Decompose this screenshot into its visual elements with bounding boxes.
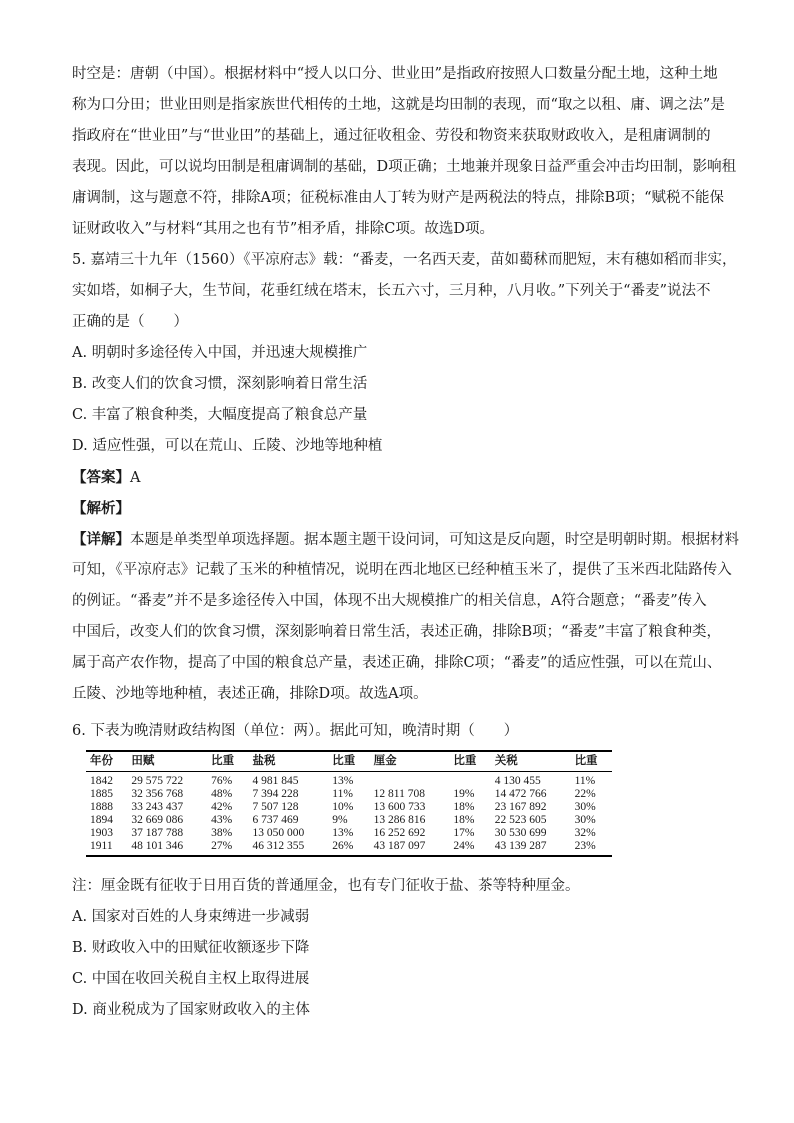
question-stem-line: 5. 嘉靖三十九年（1560）《平凉府志》载：“番麦，一名西天麦，苗如薥秫而肥短，末有穗如稻而非实， xyxy=(72,252,737,268)
table-cell: 11% xyxy=(574,775,596,787)
text-line: 称为口分田；世业田则是指家族世代相传的土地，这就是均田制的表现，而“取之以租、庸、调之法”是 xyxy=(72,97,725,113)
option-c: C. 中国在收回关税自主权上取得进展 xyxy=(72,971,310,987)
table-header-row xyxy=(86,751,612,772)
table-cell: 37 187 788 xyxy=(131,827,184,839)
table-cell: 32 356 768 xyxy=(131,788,184,800)
table-cell: 18% xyxy=(453,801,475,813)
option-d: D. 适应性强，可以在荒山、丘陵、沙地等地种植 xyxy=(72,438,383,454)
table-cell: 11% xyxy=(332,788,353,800)
header-cell: 田赋 xyxy=(127,751,207,772)
option-c: C. 丰富了粮食种类，大幅度提高了粮食总产量 xyxy=(72,407,368,423)
header-cell: 年份 xyxy=(86,751,127,772)
header-cell: 盐税 xyxy=(249,751,329,772)
option-d: D. 商业税成为了国家财政收入的主体 xyxy=(72,1002,310,1018)
table-cell: 76% xyxy=(211,775,233,787)
table-cell: 13 600 733 xyxy=(373,801,426,813)
table-cell: 29 575 722 xyxy=(131,775,184,787)
table-cell: 23 167 892 xyxy=(494,801,547,813)
table-cell: 12 811 708 xyxy=(373,788,425,800)
table-cell: 30% xyxy=(574,801,596,813)
table-cell: 43 187 097 xyxy=(370,840,450,856)
header-cell: 比重 xyxy=(449,751,490,772)
header-cell: 比重 xyxy=(571,751,612,772)
table-cell: 13 050 000 xyxy=(252,827,305,839)
table-cell: 33 243 437 xyxy=(131,801,184,813)
table-cell: 13% xyxy=(332,775,354,787)
text-line: 庸调制，这与题意不符，排除A项；征税标准由人丁转为财产是两税法的特点，排除B项；“赋税不能保 xyxy=(72,190,725,206)
detail-tag: 【详解】 xyxy=(72,531,130,548)
table-row xyxy=(86,772,612,789)
table-row xyxy=(86,814,612,827)
detail-line: 的例证。“番麦”并不是多途径传入中国，体现不出大规模推广的相关信息，A符合题意；“番麦”传入 xyxy=(72,593,707,609)
text-line: 表现。因此，可以说均田制是租庸调制的基础，D项正确；土地兼并现象日益严重会冲击均田制，影响租 xyxy=(72,159,737,175)
detail-line: 可知，《平凉府志》记载了玉米的种植情况，说明在西北地区已经种植玉米了，提供了玉米西北陆路传入 xyxy=(72,562,732,578)
table-cell: 13% xyxy=(332,827,354,839)
table-cell: 7 507 128 xyxy=(252,801,299,813)
table-cell: 19% xyxy=(453,788,475,800)
analysis-tag: 【解析】 xyxy=(72,500,130,517)
table-cell: 9% xyxy=(332,814,348,826)
table-cell: 46 312 355 xyxy=(249,840,329,856)
table-cell: 43 139 287 xyxy=(491,840,571,856)
table-row xyxy=(86,827,612,840)
table-cell: 22% xyxy=(574,788,596,800)
question-5 xyxy=(72,245,739,710)
table-row xyxy=(86,788,612,801)
detail-text: 本题是单类型单项选择题。据本题主题干设问词，可知这是反向题，时空是明朝时期。根据材料 xyxy=(130,532,739,548)
text-line: 证财政收入”与材料“其用之也有节”相矛盾，排除C项。故选D项。 xyxy=(72,221,494,237)
answer-line xyxy=(72,462,724,493)
table-cell: 42% xyxy=(211,801,233,813)
detail-line xyxy=(72,524,739,555)
answer-tag: 【答案】 xyxy=(72,469,130,486)
question-stem-line: 6. 下表为晚清财政结构图（单位：两）。据此可知，晚清时期（ ） xyxy=(72,723,519,739)
table-cell: 48 101 346 xyxy=(127,840,207,856)
table-row xyxy=(86,801,612,814)
text-line: 指政府在“世业田”与“世业田”的基础上，通过征收租金、劳役和物资来获取财政收入，是租庸调制的 xyxy=(72,128,711,144)
question-stem-line: 实如塔，如桐子大，生节间，花垂红绒在塔末，长五六寸，三月种，八月收。”下列关于“番麦”说法不 xyxy=(72,283,711,299)
table-cell xyxy=(370,772,450,789)
table-cell: 4 981 845 xyxy=(252,775,299,787)
text-line: 时空是：唐朝（中国）。根据材料中“授人以口分、世业田”是指政府按照人口数量分配土地，这种土地 xyxy=(72,66,718,82)
table-cell: 30 530 699 xyxy=(494,827,547,839)
detail-line: 属于高产农作物，提高了中国的粮食总产量，表述正确，排除C项；“番麦”的适应性强，可以在荒山、 xyxy=(72,655,722,671)
header-cell: 厘金 xyxy=(370,751,450,772)
table-cell: 18% xyxy=(453,814,475,826)
table-cell: 1888 xyxy=(90,801,113,813)
table-cell: 10% xyxy=(332,801,354,813)
prev-analysis-paragraph xyxy=(72,59,737,245)
question-6-stem xyxy=(72,716,724,747)
table-cell: 16 252 692 xyxy=(373,827,426,839)
option-a: A. 国家对百姓的人身束缚进一步减弱 xyxy=(72,909,310,925)
table-cell: 48% xyxy=(211,788,233,800)
question-stem-line: 正确的是（ ） xyxy=(72,314,188,330)
header-cell: 关税 xyxy=(491,751,571,772)
table-row xyxy=(86,840,612,856)
table-cell: 4 130 455 xyxy=(494,775,541,787)
table-cell: 14 472 766 xyxy=(494,788,547,800)
answer-value: A xyxy=(130,470,141,486)
option-a: A. 明朝时多途径传入中国，并迅速大规模推广 xyxy=(72,345,368,361)
table-cell: 30% xyxy=(574,814,596,826)
table-cell: 27% xyxy=(207,840,248,856)
option-b: B. 财政收入中的田赋征收额逐步下降 xyxy=(72,940,310,956)
table-note: 注：厘金既有征收于日用百货的普通厘金，也有专门征收于盐、茶等特种厘金。 xyxy=(72,878,580,894)
table-cell: 32 669 086 xyxy=(131,814,184,826)
finance-structure-table xyxy=(86,750,612,857)
table-cell: 1911 xyxy=(86,840,127,856)
table-cell: 32% xyxy=(574,827,596,839)
table-cell xyxy=(449,772,490,789)
detail-line: 丘陵、沙地等地种植，表述正确，排除D项。故选A项。 xyxy=(72,686,428,702)
table-cell: 1903 xyxy=(90,827,113,839)
table-cell: 1885 xyxy=(90,788,113,800)
table-cell: 38% xyxy=(211,827,233,839)
table-cell: 17% xyxy=(453,827,475,839)
option-b: B. 改变人们的饮食习惯，深刻影响着日常生活 xyxy=(72,376,368,392)
detail-line: 中国后，改变人们的饮食习惯，深刻影响着日常生活，表述正确，排除B项；“番麦”丰富了粮食种类， xyxy=(72,624,721,640)
table-cell: 22 523 605 xyxy=(494,814,547,826)
table-cell: 43% xyxy=(211,814,233,826)
header-cell: 比重 xyxy=(207,751,248,772)
header-cell: 比重 xyxy=(328,751,369,772)
table-cell: 1842 xyxy=(90,775,113,787)
table-cell: 24% xyxy=(449,840,490,856)
table-cell: 26% xyxy=(328,840,369,856)
table-cell: 1894 xyxy=(90,814,113,826)
table-cell: 7 394 228 xyxy=(252,788,299,800)
table-cell: 13 286 816 xyxy=(373,814,426,826)
table-cell: 23% xyxy=(571,840,612,856)
question-6-body xyxy=(72,871,724,1026)
table-cell: 6 737 469 xyxy=(252,814,299,826)
